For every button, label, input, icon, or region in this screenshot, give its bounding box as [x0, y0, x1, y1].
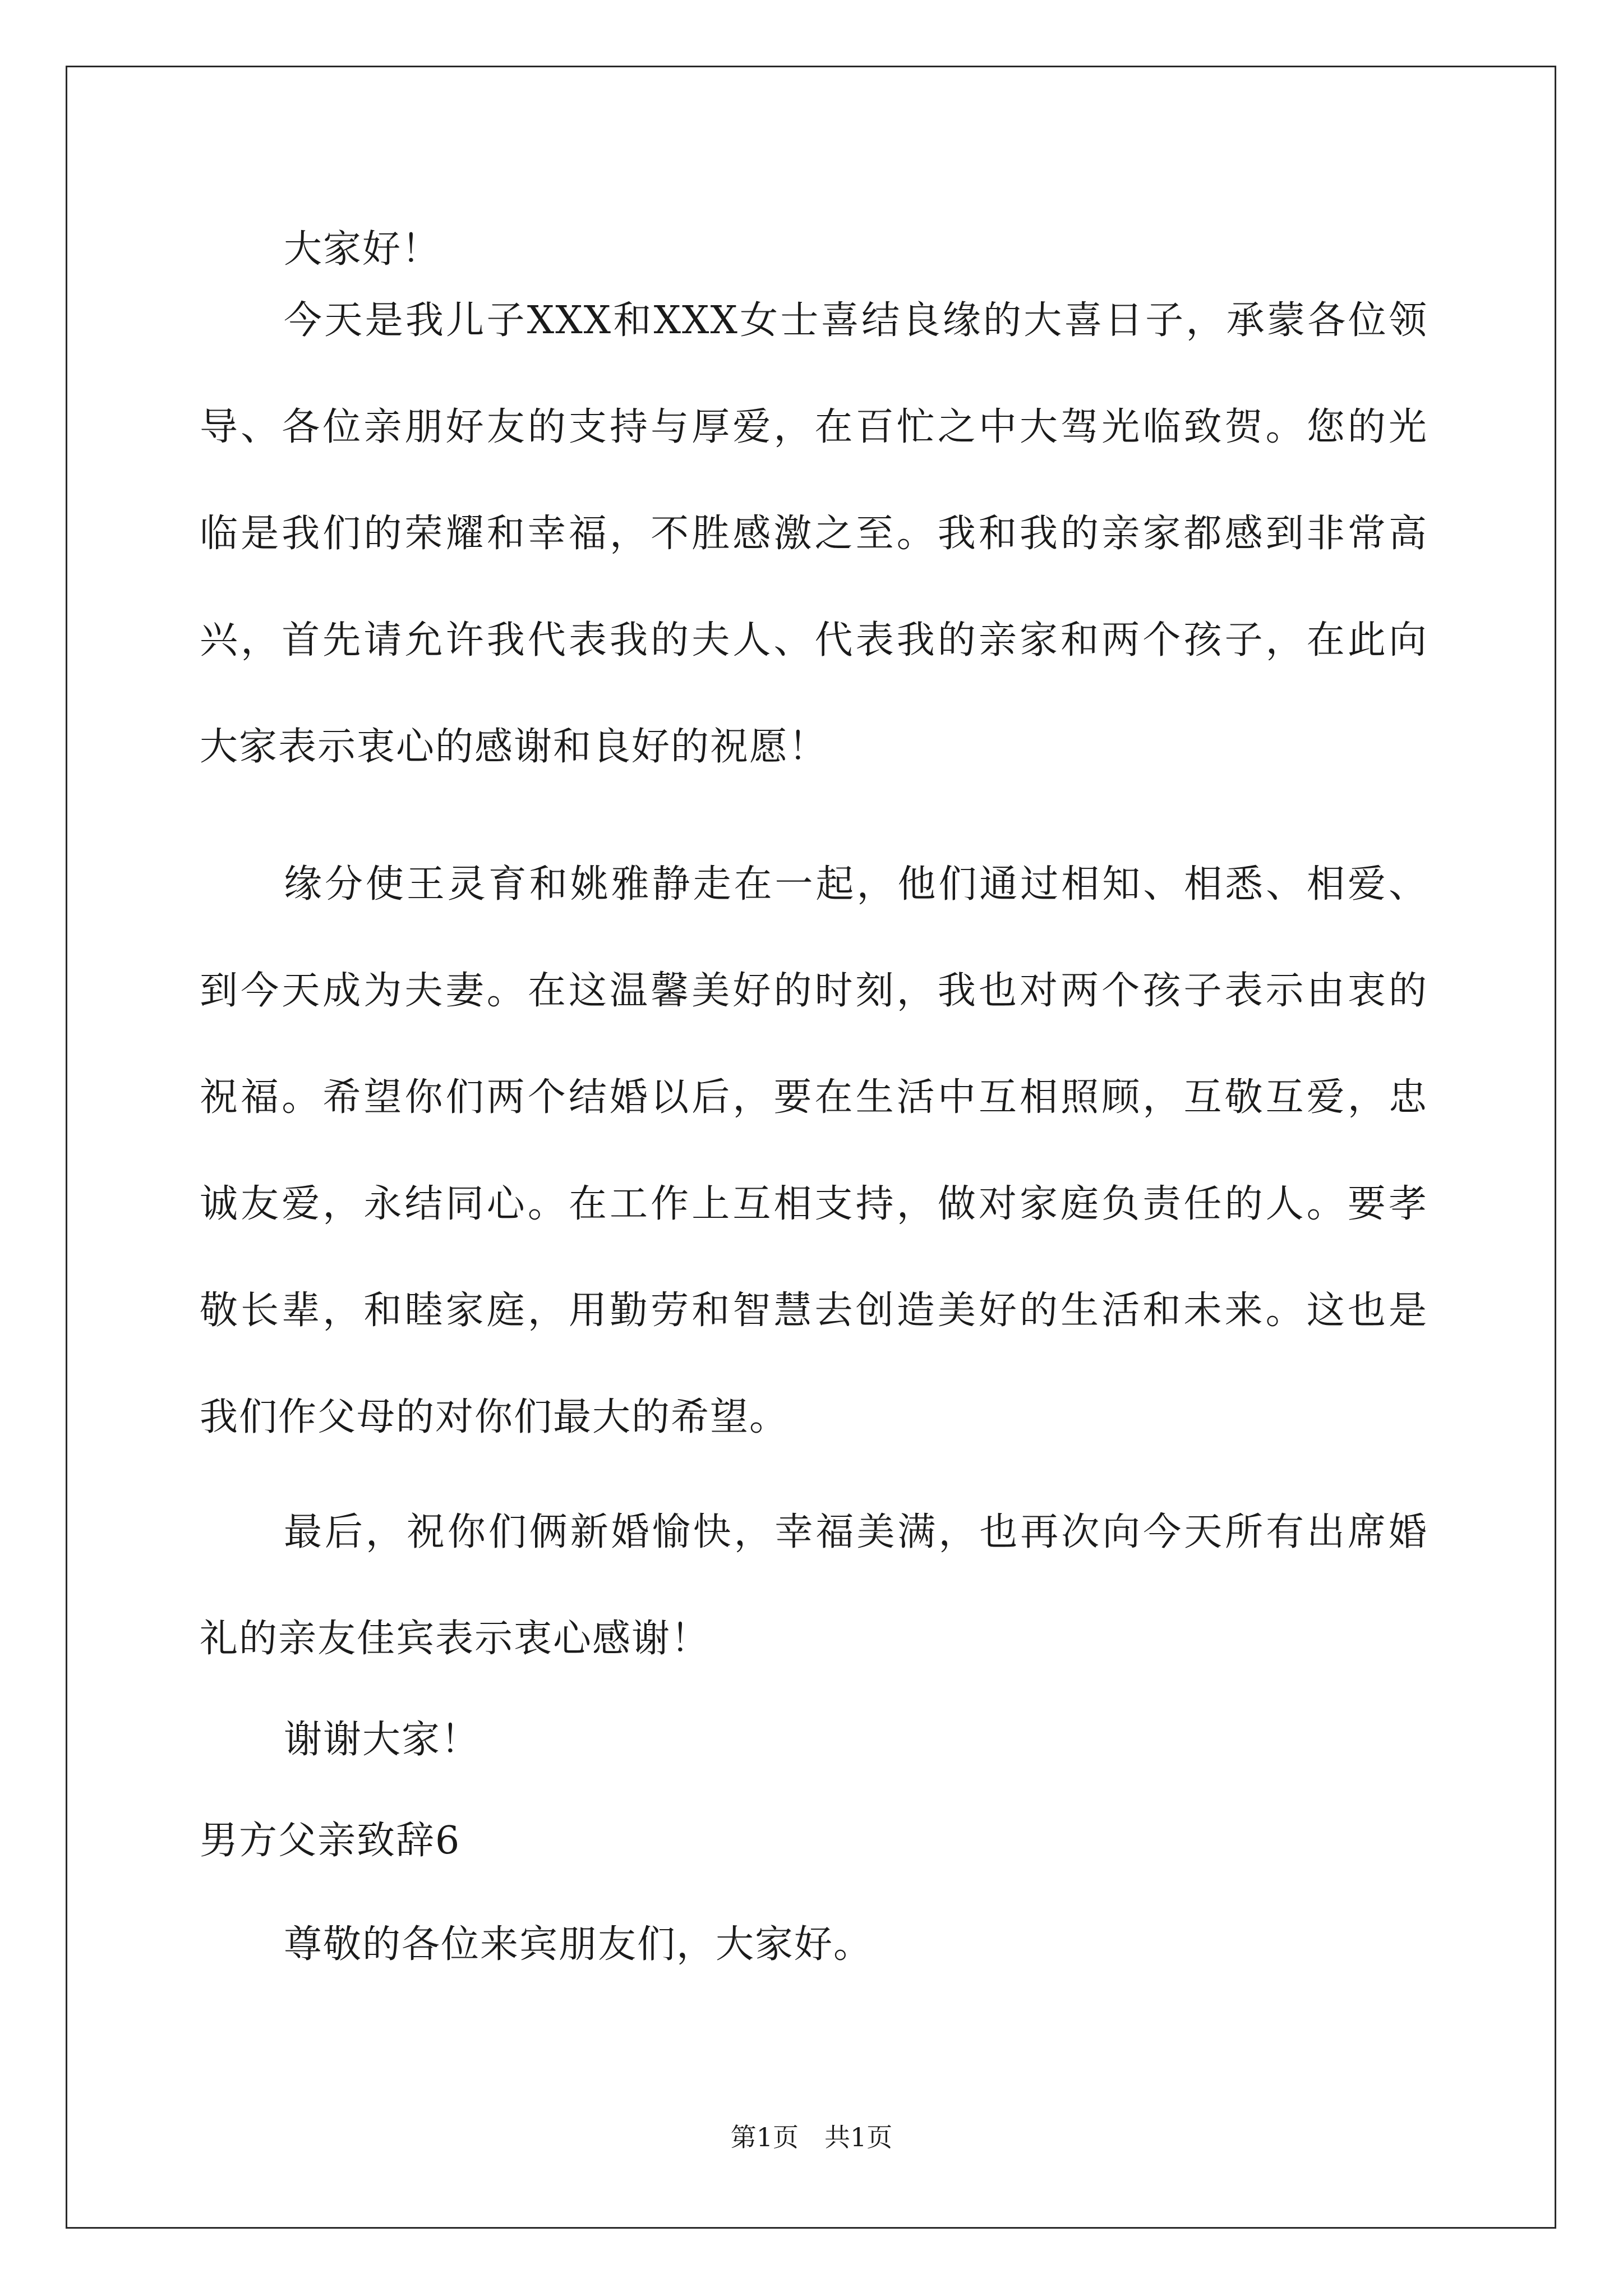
paragraph-3-line-2: 礼的亲友佳宾表示衷心感谢！ — [200, 1617, 711, 1661]
paragraph-1-line-2: 导、各位亲朋好友的支持与厚爱，在百忙之中大驾光临致贺。您的光 — [200, 405, 1428, 449]
paragraph-2-line-1: 缘分使王灵育和姚雅静走在一起，他们通过相知、相悉、相爱、 — [284, 862, 1428, 907]
salutation-line: 尊敬的各位来宾朋友们，大家好。 — [284, 1922, 873, 1967]
paragraph-2-line-4: 诚友爱，永结同心。在工作上互相支持，做对家庭负责任的人。要孝 — [200, 1182, 1428, 1226]
page-border — [66, 66, 1556, 2229]
paragraph-1-line-1: 今天是我儿子XXX和XXX女士喜结良缘的大喜日子，承蒙各位领 — [284, 298, 1428, 343]
greeting-line: 大家好！ — [284, 227, 441, 272]
paragraph-3-line-1: 最后，祝你们俩新婚愉快，幸福美满，也再次向今天所有出席婚 — [284, 1510, 1428, 1554]
section-heading: 男方父亲致辞6 — [200, 1819, 461, 1863]
paragraph-1-line-3: 临是我们的荣耀和幸福，不胜感激之至。我和我的亲家都感到非常高 — [200, 512, 1428, 556]
paragraph-2-line-3: 祝福。希望你们两个结婚以后，要在生活中互相照顾，互敬互爱，忠 — [200, 1075, 1428, 1120]
paragraph-2-line-6: 我们作父母的对你们最大的希望。 — [200, 1395, 789, 1439]
paragraph-1-line-5: 大家表示衷心的感谢和良好的祝愿！ — [200, 725, 828, 769]
thanks-line: 谢谢大家！ — [284, 1718, 481, 1762]
paragraph-2-line-2: 到今天成为夫妻。在这温馨美好的时刻，我也对两个孩子表示由衷的 — [200, 969, 1428, 1013]
paragraph-1-line-4: 兴，首先请允许我代表我的夫人、代表我的亲家和两个孩子，在此向 — [200, 618, 1428, 662]
page-number: 第1页 共1页 — [730, 2122, 893, 2152]
paragraph-2-line-5: 敬长辈，和睦家庭，用勤劳和智慧去创造美好的生活和未来。这也是 — [200, 1289, 1428, 1333]
